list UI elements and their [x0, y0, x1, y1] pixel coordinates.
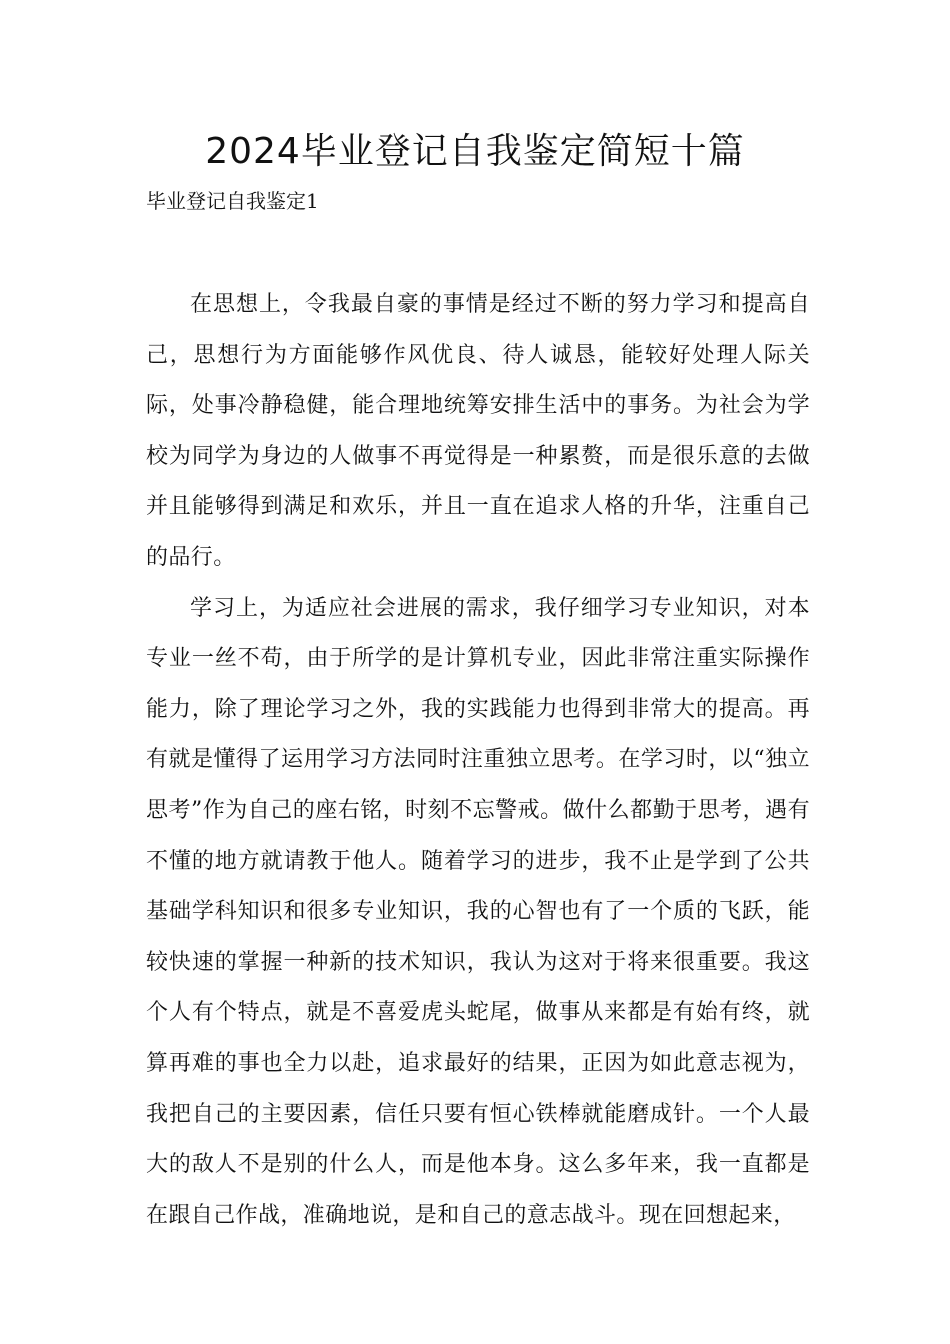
- document-title: 2024毕业登记自我鉴定简短十篇: [205, 131, 745, 172]
- paragraph-study: 学习上，为适应社会进展的需求，我仔细学习专业知识，对本专业一丝不苟，由于所学的是计算机专业，因此非常注重实际操作能力，除了理论学习之外，我的实践能力也得到非常大的提高。再有就是懂得了运用学习方法同时注重独立思考。在学习时，以“独立思考”作为自己的座右铭，时刻不忘警戒。做什么都勤于思考，遇有不懂的地方就请教于他人。随着学习的进步，我不止是学到了公共基础学科知识和很多专业知识，我的心智也有了一个质的飞跃，能较快速的掌握一种新的技术知识，我认为这对于将来很重要。我这个人有个特点，就是不喜爱虎头蛇尾，做事从来都是有始有终，就算再难的事也全力以赴，追求最好的结果，正因为如此意志视为，我把自己的主要因素，信任只要有恒心铁棒就能磨成针。一个人最大的敌人不是别的什么人，而是他本身。这么多年来，我一直都是在跟自己作战，准确地说，是和自己的意志战斗。现在回想起来，: [146, 595, 810, 1228]
- document-body: [146, 280, 810, 1241]
- section-heading: 毕业登记自我鉴定1: [146, 189, 319, 213]
- paragraph-thoughts: 在思想上，令我最自豪的事情是经过不断的努力学习和提高自己，思想行为方面能够作风优良、待人诚恳，能较好处理人际关际，处事冷静稳健，能合理地统筹安排生活中的事务。为社会为学校为同学为身边的人做事不再觉得是一种累赘，而是很乐意的去做并且能够得到满足和欢乐，并且一直在追求人格的升华，注重自己的品行。: [146, 292, 810, 570]
